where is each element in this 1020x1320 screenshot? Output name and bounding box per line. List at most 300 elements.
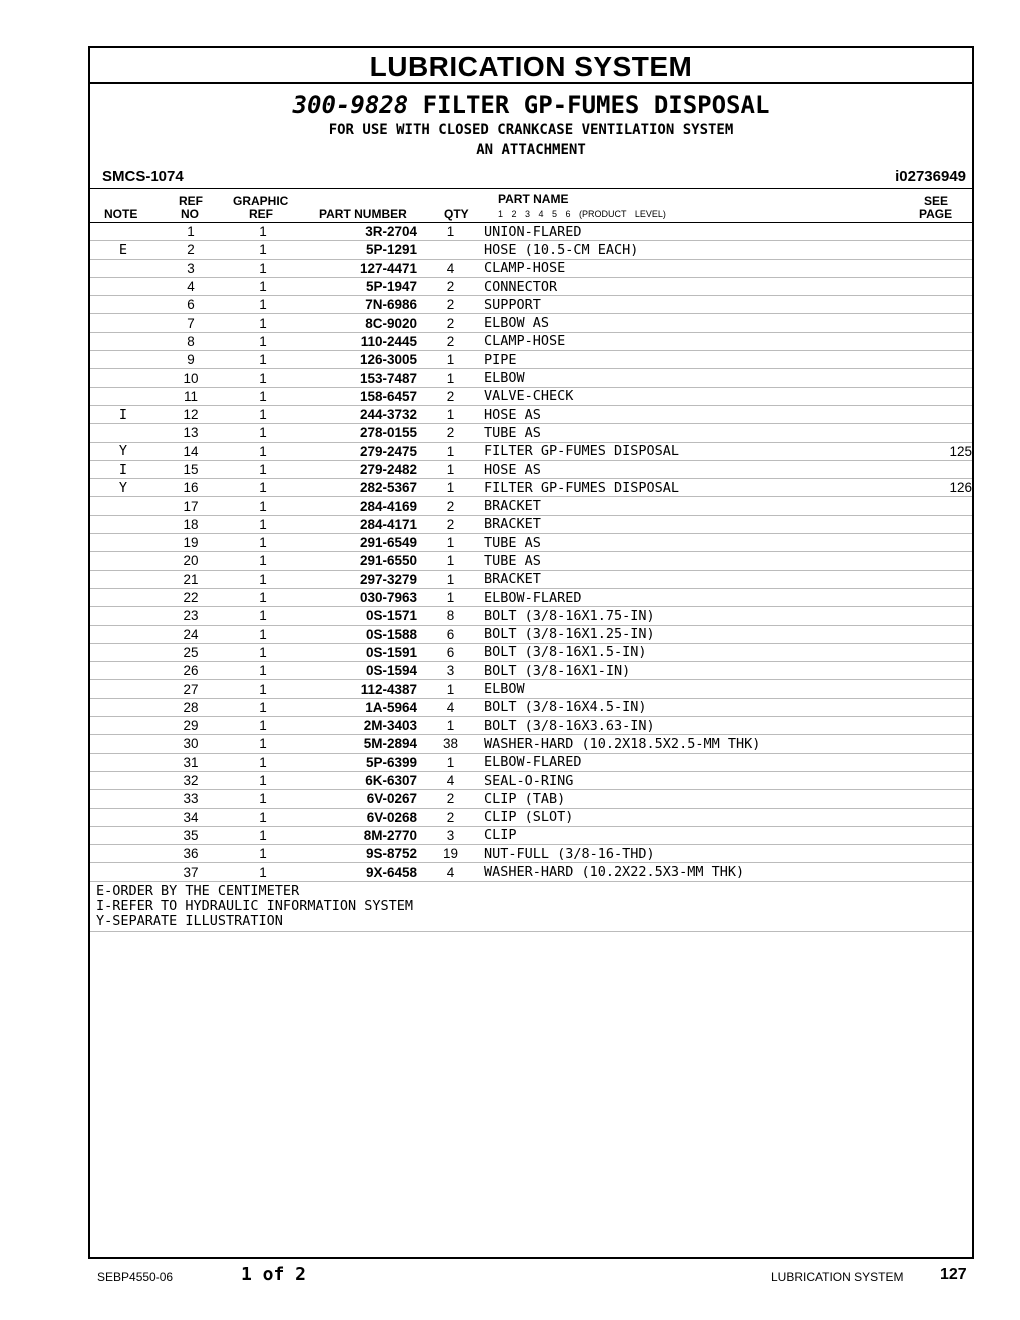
row-qty: 1 xyxy=(417,460,484,478)
row-qty: 19 xyxy=(417,845,484,863)
table-row xyxy=(90,588,972,606)
row-part-number: 0S-1588 xyxy=(300,625,417,643)
row-part-number: 6V-0267 xyxy=(300,790,417,808)
table-header xyxy=(90,189,972,223)
header-product-level: 1 2 3 4 5 6 (PRODUCT LEVEL) xyxy=(498,209,666,219)
row-qty: 2 xyxy=(417,332,484,350)
row-graphic-ref: 1 xyxy=(226,515,300,533)
row-see-page: 126 xyxy=(912,479,972,497)
row-note xyxy=(90,552,156,570)
table-row xyxy=(90,277,972,295)
row-graphic-ref: 1 xyxy=(226,405,300,423)
row-graphic-ref: 1 xyxy=(226,808,300,826)
row-part-name: CLIP (TAB) xyxy=(484,790,912,808)
row-part-number: 244-3732 xyxy=(300,405,417,423)
row-part-number: 7N-6986 xyxy=(300,296,417,314)
row-see-page xyxy=(912,241,972,259)
row-part-number: 110-2445 xyxy=(300,332,417,350)
row-qty: 2 xyxy=(417,515,484,533)
row-see-page xyxy=(912,424,972,442)
row-ref-no: 19 xyxy=(156,534,226,552)
row-see-page xyxy=(912,845,972,863)
row-see-page xyxy=(912,735,972,753)
row-ref-no: 29 xyxy=(156,717,226,735)
row-part-name: CONNECTOR xyxy=(484,277,912,295)
row-see-page xyxy=(912,863,972,881)
row-graphic-ref: 1 xyxy=(226,662,300,680)
table-row xyxy=(90,387,972,405)
row-see-page xyxy=(912,570,972,588)
row-see-page xyxy=(912,405,972,423)
table-row xyxy=(90,607,972,625)
row-note xyxy=(90,387,156,405)
table-row xyxy=(90,643,972,661)
table-row xyxy=(90,497,972,515)
section-title: LUBRICATION SYSTEM xyxy=(90,48,972,84)
row-part-name: FILTER GP-FUMES DISPOSAL xyxy=(484,442,912,460)
row-part-number: 291-6549 xyxy=(300,534,417,552)
row-part-name: CLAMP-HOSE xyxy=(484,332,912,350)
row-note xyxy=(90,351,156,369)
row-see-page xyxy=(912,332,972,350)
row-see-page xyxy=(912,223,972,241)
group-number: 300-9828 xyxy=(292,91,409,119)
row-note xyxy=(90,625,156,643)
row-graphic-ref: 1 xyxy=(226,296,300,314)
row-qty: 1 xyxy=(417,369,484,387)
row-graphic-ref: 1 xyxy=(226,259,300,277)
row-note: I xyxy=(90,405,156,423)
header-graphic-top: GRAPHIC xyxy=(233,194,289,208)
row-ref-no: 35 xyxy=(156,826,226,844)
row-see-page xyxy=(912,771,972,789)
row-ref-no: 3 xyxy=(156,259,226,277)
row-part-number: 158-6457 xyxy=(300,387,417,405)
table-row xyxy=(90,314,972,332)
row-part-number: 126-3005 xyxy=(300,351,417,369)
row-part-name: WASHER-HARD (10.2X22.5X3-MM THK) xyxy=(484,863,912,881)
row-part-number: 297-3279 xyxy=(300,570,417,588)
row-note xyxy=(90,607,156,625)
row-see-page xyxy=(912,277,972,295)
group-title xyxy=(90,90,972,120)
row-part-name: CLIP xyxy=(484,826,912,844)
row-part-name: BOLT (3/8-16X1-IN) xyxy=(484,662,912,680)
row-part-number: 6K-6307 xyxy=(300,771,417,789)
row-part-number: 9S-8752 xyxy=(300,845,417,863)
row-part-number: 127-4471 xyxy=(300,259,417,277)
row-qty: 6 xyxy=(417,643,484,661)
row-note: Y xyxy=(90,479,156,497)
table-row xyxy=(90,534,972,552)
table-row xyxy=(90,790,972,808)
table-row xyxy=(90,369,972,387)
row-qty: 1 xyxy=(417,552,484,570)
row-part-number: 279-2482 xyxy=(300,460,417,478)
row-see-page xyxy=(912,698,972,716)
table-row xyxy=(90,771,972,789)
row-ref-no: 17 xyxy=(156,497,226,515)
row-part-name: WASHER-HARD (10.2X18.5X2.5-MM THK) xyxy=(484,735,912,753)
row-ref-no: 12 xyxy=(156,405,226,423)
note-line: I-REFER TO HYDRAULIC INFORMATION SYSTEM xyxy=(96,897,413,914)
row-ref-no: 11 xyxy=(156,387,226,405)
row-see-page xyxy=(912,662,972,680)
row-see-page xyxy=(912,808,972,826)
group-name: FILTER GP-FUMES DISPOSAL xyxy=(422,91,770,119)
row-note xyxy=(90,570,156,588)
row-qty: 2 xyxy=(417,387,484,405)
header-graphic-bottom: REF xyxy=(249,207,273,221)
row-ref-no: 25 xyxy=(156,643,226,661)
row-part-number: 0S-1571 xyxy=(300,607,417,625)
row-ref-no: 24 xyxy=(156,625,226,643)
row-part-number: 112-4387 xyxy=(300,680,417,698)
notes-block xyxy=(90,882,972,932)
table-row xyxy=(90,405,972,423)
row-part-number: 291-6550 xyxy=(300,552,417,570)
row-qty: 3 xyxy=(417,826,484,844)
row-qty: 1 xyxy=(417,753,484,771)
row-see-page xyxy=(912,369,972,387)
row-qty: 38 xyxy=(417,735,484,753)
row-ref-no: 36 xyxy=(156,845,226,863)
row-see-page xyxy=(912,753,972,771)
row-see-page xyxy=(912,643,972,661)
group-subtitle-1: FOR USE WITH CLOSED CRANKCASE VENTILATION SYSTEM xyxy=(328,122,734,138)
row-part-name: ELBOW AS xyxy=(484,314,912,332)
row-part-name: VALVE-CHECK xyxy=(484,387,912,405)
row-graphic-ref: 1 xyxy=(226,717,300,735)
row-see-page xyxy=(912,387,972,405)
row-graphic-ref: 1 xyxy=(226,387,300,405)
row-note: I xyxy=(90,460,156,478)
row-note xyxy=(90,662,156,680)
group-subtitle-2: AN ATTACHMENT xyxy=(476,142,586,158)
row-graphic-ref: 1 xyxy=(226,534,300,552)
illustration-id: i02736949 xyxy=(895,168,966,185)
row-ref-no: 21 xyxy=(156,570,226,588)
table-row xyxy=(90,552,972,570)
row-part-name: UNION-FLARED xyxy=(484,223,912,241)
row-part-name: ELBOW-FLARED xyxy=(484,753,912,771)
row-graphic-ref: 1 xyxy=(226,863,300,881)
row-qty: 6 xyxy=(417,625,484,643)
table-row xyxy=(90,424,972,442)
table-row xyxy=(90,296,972,314)
row-see-page xyxy=(912,497,972,515)
row-see-page xyxy=(912,351,972,369)
row-part-number: 2M-3403 xyxy=(300,717,417,735)
row-ref-no: 1 xyxy=(156,223,226,241)
row-ref-no: 7 xyxy=(156,314,226,332)
row-qty: 1 xyxy=(417,405,484,423)
row-qty: 4 xyxy=(417,771,484,789)
table-row xyxy=(90,753,972,771)
parts-table xyxy=(90,223,972,882)
row-note xyxy=(90,369,156,387)
row-part-name: CLAMP-HOSE xyxy=(484,259,912,277)
row-ref-no: 26 xyxy=(156,662,226,680)
row-part-name: TUBE AS xyxy=(484,552,912,570)
row-note xyxy=(90,698,156,716)
row-graphic-ref: 1 xyxy=(226,442,300,460)
row-part-number: 282-5367 xyxy=(300,479,417,497)
row-note xyxy=(90,790,156,808)
row-part-name: BOLT (3/8-16X1.25-IN) xyxy=(484,625,912,643)
table-row xyxy=(90,735,972,753)
note-line: Y-SEPARATE ILLUSTRATION xyxy=(96,912,283,929)
row-part-name: FILTER GP-FUMES DISPOSAL xyxy=(484,479,912,497)
row-part-number: 5M-2894 xyxy=(300,735,417,753)
row-graphic-ref: 1 xyxy=(226,698,300,716)
row-see-page xyxy=(912,607,972,625)
row-graphic-ref: 1 xyxy=(226,790,300,808)
row-ref-no: 13 xyxy=(156,424,226,442)
header-note: NOTE xyxy=(104,207,138,221)
row-see-page xyxy=(912,625,972,643)
row-graphic-ref: 1 xyxy=(226,680,300,698)
row-ref-no: 34 xyxy=(156,808,226,826)
row-see-page xyxy=(912,717,972,735)
row-qty: 2 xyxy=(417,314,484,332)
row-part-name: HOSE AS xyxy=(484,460,912,478)
row-qty: 1 xyxy=(417,588,484,606)
row-part-name: HOSE (10.5-CM EACH) xyxy=(484,241,912,259)
row-qty xyxy=(417,241,484,259)
table-row xyxy=(90,570,972,588)
row-graphic-ref: 1 xyxy=(226,223,300,241)
row-note xyxy=(90,314,156,332)
row-ref-no: 31 xyxy=(156,753,226,771)
table-row xyxy=(90,698,972,716)
row-part-number: 5P-6399 xyxy=(300,753,417,771)
row-qty: 1 xyxy=(417,680,484,698)
row-qty: 1 xyxy=(417,351,484,369)
row-note xyxy=(90,259,156,277)
row-qty: 2 xyxy=(417,790,484,808)
row-part-name: BOLT (3/8-16X4.5-IN) xyxy=(484,698,912,716)
table-row xyxy=(90,351,972,369)
row-ref-no: 33 xyxy=(156,790,226,808)
row-qty: 4 xyxy=(417,259,484,277)
table-row xyxy=(90,808,972,826)
table-row xyxy=(90,442,972,460)
row-note xyxy=(90,515,156,533)
row-graphic-ref: 1 xyxy=(226,826,300,844)
row-ref-no: 23 xyxy=(156,607,226,625)
row-part-number: 1A-5964 xyxy=(300,698,417,716)
row-ref-no: 2 xyxy=(156,241,226,259)
row-graphic-ref: 1 xyxy=(226,552,300,570)
row-qty: 8 xyxy=(417,607,484,625)
row-part-name: TUBE AS xyxy=(484,534,912,552)
row-graphic-ref: 1 xyxy=(226,497,300,515)
row-part-name: BRACKET xyxy=(484,497,912,515)
row-graphic-ref: 1 xyxy=(226,735,300,753)
row-qty: 1 xyxy=(417,570,484,588)
table-row xyxy=(90,863,972,881)
row-ref-no: 8 xyxy=(156,332,226,350)
row-see-page xyxy=(912,259,972,277)
row-qty: 1 xyxy=(417,479,484,497)
table-row xyxy=(90,680,972,698)
row-note xyxy=(90,296,156,314)
row-part-name: NUT-FULL (3/8-16-THD) xyxy=(484,845,912,863)
row-see-page xyxy=(912,680,972,698)
row-ref-no: 16 xyxy=(156,479,226,497)
row-part-name: HOSE AS xyxy=(484,405,912,423)
row-part-number: 284-4169 xyxy=(300,497,417,515)
row-graphic-ref: 1 xyxy=(226,771,300,789)
row-note: E xyxy=(90,241,156,259)
header-see-top: SEE xyxy=(924,194,949,208)
header-see-bottom: PAGE xyxy=(919,207,953,221)
row-ref-no: 15 xyxy=(156,460,226,478)
row-note xyxy=(90,332,156,350)
row-part-number: 030-7963 xyxy=(300,588,417,606)
row-note xyxy=(90,808,156,826)
row-qty: 2 xyxy=(417,296,484,314)
row-graphic-ref: 1 xyxy=(226,570,300,588)
row-ref-no: 14 xyxy=(156,442,226,460)
row-graphic-ref: 1 xyxy=(226,643,300,661)
row-ref-no: 6 xyxy=(156,296,226,314)
row-note xyxy=(90,424,156,442)
row-graphic-ref: 1 xyxy=(226,479,300,497)
header-part-number: PART NUMBER xyxy=(319,207,407,221)
row-note: Y xyxy=(90,442,156,460)
row-part-number: 0S-1594 xyxy=(300,662,417,680)
row-note xyxy=(90,826,156,844)
row-note xyxy=(90,497,156,515)
row-part-number: 5P-1947 xyxy=(300,277,417,295)
row-qty: 4 xyxy=(417,698,484,716)
row-graphic-ref: 1 xyxy=(226,625,300,643)
header-part-name: PART NAME xyxy=(498,192,569,206)
table-row xyxy=(90,662,972,680)
table-row xyxy=(90,717,972,735)
row-graphic-ref: 1 xyxy=(226,314,300,332)
row-note xyxy=(90,735,156,753)
row-part-name: ELBOW xyxy=(484,680,912,698)
row-part-name: CLIP (SLOT) xyxy=(484,808,912,826)
row-ref-no: 27 xyxy=(156,680,226,698)
smcs-row xyxy=(90,166,972,189)
parts-page-frame xyxy=(88,46,974,1259)
row-qty: 1 xyxy=(417,717,484,735)
table-row xyxy=(90,479,972,497)
row-part-name: SUPPORT xyxy=(484,296,912,314)
footer-section: LUBRICATION SYSTEM xyxy=(771,1270,904,1284)
row-see-page xyxy=(912,588,972,606)
row-qty: 2 xyxy=(417,808,484,826)
row-note xyxy=(90,223,156,241)
row-graphic-ref: 1 xyxy=(226,460,300,478)
row-graphic-ref: 1 xyxy=(226,351,300,369)
row-graphic-ref: 1 xyxy=(226,588,300,606)
row-note xyxy=(90,680,156,698)
row-ref-no: 32 xyxy=(156,771,226,789)
row-qty: 1 xyxy=(417,223,484,241)
row-part-number: 3R-2704 xyxy=(300,223,417,241)
row-qty: 2 xyxy=(417,424,484,442)
row-ref-no: 10 xyxy=(156,369,226,387)
row-see-page xyxy=(912,534,972,552)
row-ref-no: 37 xyxy=(156,863,226,881)
header-ref-top: REF xyxy=(179,194,203,208)
row-qty: 3 xyxy=(417,662,484,680)
row-see-page xyxy=(912,790,972,808)
table-row xyxy=(90,332,972,350)
table-row xyxy=(90,515,972,533)
row-graphic-ref: 1 xyxy=(226,607,300,625)
row-part-name: BRACKET xyxy=(484,570,912,588)
row-note xyxy=(90,845,156,863)
row-part-name: TUBE AS xyxy=(484,424,912,442)
row-ref-no: 22 xyxy=(156,588,226,606)
row-ref-no: 4 xyxy=(156,277,226,295)
row-part-number: 278-0155 xyxy=(300,424,417,442)
row-part-number: 5P-1291 xyxy=(300,241,417,259)
row-see-page xyxy=(912,460,972,478)
row-part-name: ELBOW-FLARED xyxy=(484,588,912,606)
row-part-name: PIPE xyxy=(484,351,912,369)
row-graphic-ref: 1 xyxy=(226,332,300,350)
page-footer xyxy=(0,1264,1020,1294)
table-row xyxy=(90,259,972,277)
footer-doc-id: SEBP4550-06 xyxy=(97,1270,174,1284)
parts-table-body xyxy=(90,223,972,881)
row-graphic-ref: 1 xyxy=(226,241,300,259)
row-graphic-ref: 1 xyxy=(226,369,300,387)
row-graphic-ref: 1 xyxy=(226,277,300,295)
row-ref-no: 28 xyxy=(156,698,226,716)
row-note xyxy=(90,534,156,552)
row-ref-no: 30 xyxy=(156,735,226,753)
footer-page-of: 1 of 2 xyxy=(241,1264,307,1285)
row-part-number: 6V-0268 xyxy=(300,808,417,826)
row-qty: 1 xyxy=(417,442,484,460)
row-note xyxy=(90,588,156,606)
table-row xyxy=(90,625,972,643)
row-ref-no: 20 xyxy=(156,552,226,570)
header-qty: QTY xyxy=(444,207,469,221)
row-part-number: 8M-2770 xyxy=(300,826,417,844)
row-part-number: 9X-6458 xyxy=(300,863,417,881)
row-ref-no: 18 xyxy=(156,515,226,533)
smcs-code: SMCS-1074 xyxy=(102,168,184,185)
row-ref-no: 9 xyxy=(156,351,226,369)
row-part-name: ELBOW xyxy=(484,369,912,387)
row-see-page xyxy=(912,296,972,314)
table-row xyxy=(90,845,972,863)
row-part-number: 0S-1591 xyxy=(300,643,417,661)
row-qty: 4 xyxy=(417,863,484,881)
header-ref-bottom: NO xyxy=(181,207,199,221)
row-note xyxy=(90,753,156,771)
row-see-page: 125 xyxy=(912,442,972,460)
table-row xyxy=(90,241,972,259)
row-note xyxy=(90,717,156,735)
row-see-page xyxy=(912,826,972,844)
row-qty: 2 xyxy=(417,277,484,295)
table-row xyxy=(90,460,972,478)
note-line: E-ORDER BY THE CENTIMETER xyxy=(96,882,300,899)
row-note xyxy=(90,863,156,881)
row-part-name: SEAL-O-RING xyxy=(484,771,912,789)
row-note xyxy=(90,771,156,789)
